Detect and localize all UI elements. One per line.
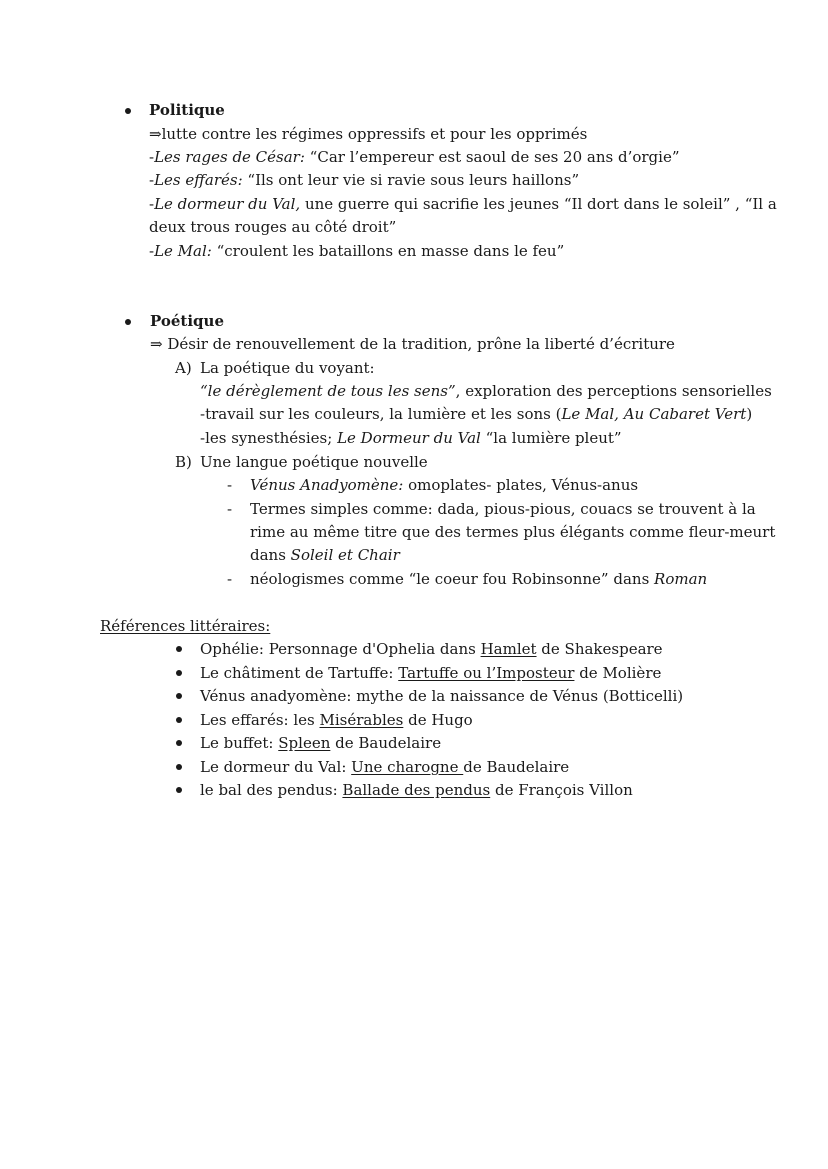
reference-item bbox=[200, 732, 441, 755]
text: néologismes comme “le coeur fou Robinsonne” dans bbox=[250, 570, 655, 588]
text: -travail sur les couleurs, la lumière et les sons ( bbox=[200, 405, 562, 423]
dash-marker: - bbox=[227, 570, 233, 588]
text: de Shakespeare bbox=[536, 640, 663, 658]
subsection-title-a: La poétique du voyant: bbox=[200, 359, 375, 377]
list-marker-b: B) bbox=[175, 453, 192, 471]
reference-item bbox=[200, 756, 569, 779]
quote: “Ils ont leur vie si ravie sous leurs haillons” bbox=[242, 171, 580, 189]
text: de Hugo bbox=[403, 711, 473, 729]
bullet-dot bbox=[176, 646, 182, 652]
text: de Molière bbox=[574, 664, 662, 682]
text: , exploration des perceptions sensorielles bbox=[455, 382, 772, 400]
text: le bal des pendus: bbox=[200, 781, 343, 799]
prefix: - bbox=[149, 195, 155, 213]
text: omoplates- plates, Vénus-anus bbox=[403, 476, 639, 494]
work-title: Soleil et Chair bbox=[290, 546, 400, 564]
langue-item-2-line-1: Termes simples comme: dada, pious-pious, couacs se trouvent à la bbox=[250, 500, 756, 518]
text: Ophélie: Personnage d'Ophelia dans bbox=[200, 640, 481, 658]
text: une guerre qui sacrifie les jeunes “Il dort dans le soleil” , “Il a bbox=[300, 195, 777, 213]
bullet-dot bbox=[125, 319, 131, 325]
work-title: Hamlet bbox=[480, 640, 537, 658]
reference-item bbox=[200, 638, 663, 661]
work-title: Les rages de César: bbox=[154, 148, 305, 166]
politique-intro: ⇒lutte contre les régimes oppressifs et pour les opprimés bbox=[149, 125, 588, 143]
bullet-dot bbox=[176, 717, 182, 723]
work-title: Le dormeur du Val, bbox=[154, 195, 301, 213]
bullet-dot bbox=[176, 764, 182, 770]
bullet-dot bbox=[176, 693, 182, 699]
work-title: Spleen bbox=[278, 734, 331, 752]
text: Le châtiment de Tartuffe: bbox=[200, 664, 399, 682]
work-title: Les effarés: bbox=[154, 171, 243, 189]
work-title: Misérables bbox=[319, 711, 404, 729]
voyant-line-2 bbox=[200, 403, 752, 426]
section-heading-politique: Politique bbox=[149, 101, 225, 119]
dash-marker: - bbox=[227, 476, 233, 494]
langue-item-3 bbox=[250, 568, 707, 591]
politique-line-4 bbox=[149, 240, 564, 263]
prefix: - bbox=[149, 242, 155, 260]
text: Les effarés: les bbox=[200, 711, 320, 729]
work-title: Roman bbox=[654, 570, 708, 588]
text: de Baudelaire bbox=[463, 758, 570, 776]
work-title: Le Dormeur du Val bbox=[337, 429, 481, 447]
langue-item-1 bbox=[250, 474, 638, 497]
politique-line-1 bbox=[149, 146, 680, 169]
work-title: Le Mal: bbox=[154, 242, 212, 260]
bullet-dot bbox=[176, 670, 182, 676]
text: ) bbox=[746, 405, 753, 423]
quote: “le dérèglement de tous les sens” bbox=[200, 382, 456, 400]
text: Le buffet: bbox=[200, 734, 279, 752]
reference-item bbox=[200, 685, 683, 708]
bullet-dot bbox=[125, 108, 131, 114]
reference-item bbox=[200, 662, 661, 685]
prefix: - bbox=[149, 148, 155, 166]
text: “la lumière pleut” bbox=[480, 429, 622, 447]
text: Le dormeur du Val: bbox=[200, 758, 352, 776]
work-title: Le Mal, Au Cabaret Vert bbox=[561, 405, 747, 423]
poetique-intro: ⇒ Désir de renouvellement de la tradition, prône la liberté d’écriture bbox=[150, 335, 675, 353]
text: de François Villon bbox=[490, 781, 633, 799]
text: Vénus anadyomène: mythe de la naissance de Vénus (Botticelli) bbox=[200, 687, 684, 705]
quote: “croulent les bataillons en masse dans le feu” bbox=[211, 242, 565, 260]
reference-item bbox=[200, 709, 473, 732]
section-heading-poetique: Poétique bbox=[150, 312, 224, 330]
langue-item-2-line-3 bbox=[250, 544, 400, 567]
langue-item-2-line-2: rime au même titre que des termes plus élégants comme fleur-meurt bbox=[250, 523, 776, 541]
bullet-dot bbox=[176, 740, 182, 746]
text: dans bbox=[250, 546, 291, 564]
voyant-line-1 bbox=[200, 380, 772, 403]
politique-line-2 bbox=[149, 169, 579, 192]
list-marker-a: A) bbox=[175, 359, 192, 377]
text: de Baudelaire bbox=[330, 734, 442, 752]
text: -les synesthésies; bbox=[200, 429, 338, 447]
bullet-dot bbox=[176, 787, 182, 793]
subsection-title-b: Une langue poétique nouvelle bbox=[200, 453, 428, 471]
politique-line-3 bbox=[149, 193, 777, 216]
voyant-line-3 bbox=[200, 427, 622, 450]
work-title: Ballade des pendus bbox=[342, 781, 491, 799]
work-title: Une charogne bbox=[351, 758, 464, 776]
references-heading: Références littéraires: bbox=[100, 617, 271, 635]
prefix: - bbox=[149, 171, 155, 189]
politique-line-3-cont: deux trous rouges au côté droit” bbox=[149, 218, 397, 236]
reference-item bbox=[200, 779, 633, 802]
work-title: Tartuffe ou l’Imposteur bbox=[398, 664, 575, 682]
dash-marker: - bbox=[227, 500, 233, 518]
quote: “Car l’empereur est saoul de ses 20 ans d’orgie” bbox=[304, 148, 680, 166]
work-title: Vénus Anadyomène: bbox=[250, 476, 404, 494]
